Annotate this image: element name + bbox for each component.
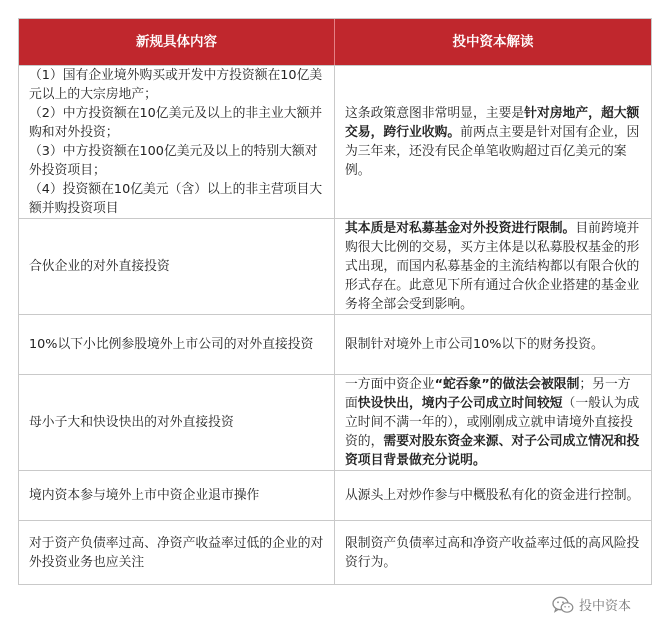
rule-item: （4）投资额在10亿美元（含）以上的非主营项目大额并购投资项目 bbox=[29, 182, 323, 216]
text-run: 限制针对境外上市公司10%以下的财务投资。 bbox=[345, 337, 604, 352]
rule-text: 母小子大和快设快出的对外直接投资 bbox=[29, 415, 234, 430]
text-run-bold: “蛇吞象”的做法会被限制 bbox=[434, 377, 580, 392]
row-3-rule bbox=[19, 315, 335, 374]
row-1-interpretation bbox=[335, 66, 651, 218]
row-5-rule bbox=[19, 471, 335, 520]
row-3-interpretation bbox=[335, 315, 651, 374]
text-run: （一般认为成立时间不满一年的），或刚刚成立就申请境外直接投资的， bbox=[345, 396, 640, 449]
text-run: 从源头上对炒作参与中概股私有化的资金进行控制。 bbox=[345, 488, 640, 503]
row-6-interpretation bbox=[335, 521, 651, 584]
row-2-rule bbox=[19, 219, 335, 314]
rule-text: 境内资本参与境外上市中资企业退市操作 bbox=[29, 488, 260, 503]
header-new-rules: 新规具体内容 bbox=[19, 19, 335, 65]
row-5-interpretation bbox=[335, 471, 651, 520]
watermark-text: 投中资本 bbox=[578, 599, 631, 614]
text-run: 这条政策意图非常明显，主要是 bbox=[345, 106, 525, 121]
row-2-interpretation bbox=[335, 219, 651, 314]
text-run: 前两点主要是针对国有企业，因为三年来，还没有民企单笔收购超过百亿美元的案例。 bbox=[345, 125, 640, 178]
table-row bbox=[19, 314, 651, 374]
row-6-rule bbox=[19, 521, 335, 584]
text-run: 一方面中资企业 bbox=[345, 377, 435, 392]
table-row bbox=[19, 470, 651, 520]
row-4-interpretation bbox=[335, 375, 651, 470]
table-header bbox=[19, 19, 651, 65]
rule-text: 10%以下小比例参股境外上市公司的对外直接投资 bbox=[29, 337, 314, 352]
rule-text: 对于资产负债率过高、净资产收益率过低的企业的对外投资业务也应关注 bbox=[29, 535, 324, 570]
table-row bbox=[19, 374, 651, 470]
text-run-bold: 针对房地产，超大额交易，跨行业收购。 bbox=[345, 106, 640, 140]
text-run-bold: 其本质是对私募基金对外投资进行限制。 bbox=[345, 221, 576, 236]
header-interpretation: 投中资本解读 bbox=[452, 33, 534, 50]
table-row bbox=[19, 65, 651, 218]
text-run-bold: 快设快出，境内子公司成立时间较短 bbox=[357, 396, 563, 411]
rule-item: （2）中方投资额在10亿美元及以上的非主业大额并购和对外投资； bbox=[29, 106, 323, 140]
row-4-rule bbox=[19, 375, 335, 470]
row-1-rule bbox=[19, 66, 335, 218]
rule-item: （3）中方投资额在100亿美元及以上的特别大额对外投资项目； bbox=[29, 144, 318, 178]
text-run: 目前跨境并购很大比例的交易，买方主体是以私募股权基金的形式出现，而国内私募基金的主流结构都以有限合伙的形式存在。此意见下所有通过合伙企业搭建的基金业务将全部会受到影响。 bbox=[345, 221, 640, 312]
text-run-bold: 需要对股东资金来源、对子公司成立情况和投资项目背景做充分说明。 bbox=[345, 434, 640, 468]
table-row bbox=[19, 218, 651, 314]
text-run: 限制资产负债率过高和净资产收益率过低的高风险投资行为。 bbox=[345, 535, 640, 570]
policy-table bbox=[18, 18, 652, 585]
rule-text: 合伙企业的对外直接投资 bbox=[29, 259, 170, 274]
watermark bbox=[552, 595, 631, 614]
table-row bbox=[19, 520, 651, 584]
wechat-icon bbox=[552, 596, 574, 614]
text-run: ；另一方面 bbox=[345, 377, 631, 411]
rule-item: （1）国有企业境外购买或开发中方投资额在10亿美元以上的大宗房地产； bbox=[29, 68, 323, 102]
